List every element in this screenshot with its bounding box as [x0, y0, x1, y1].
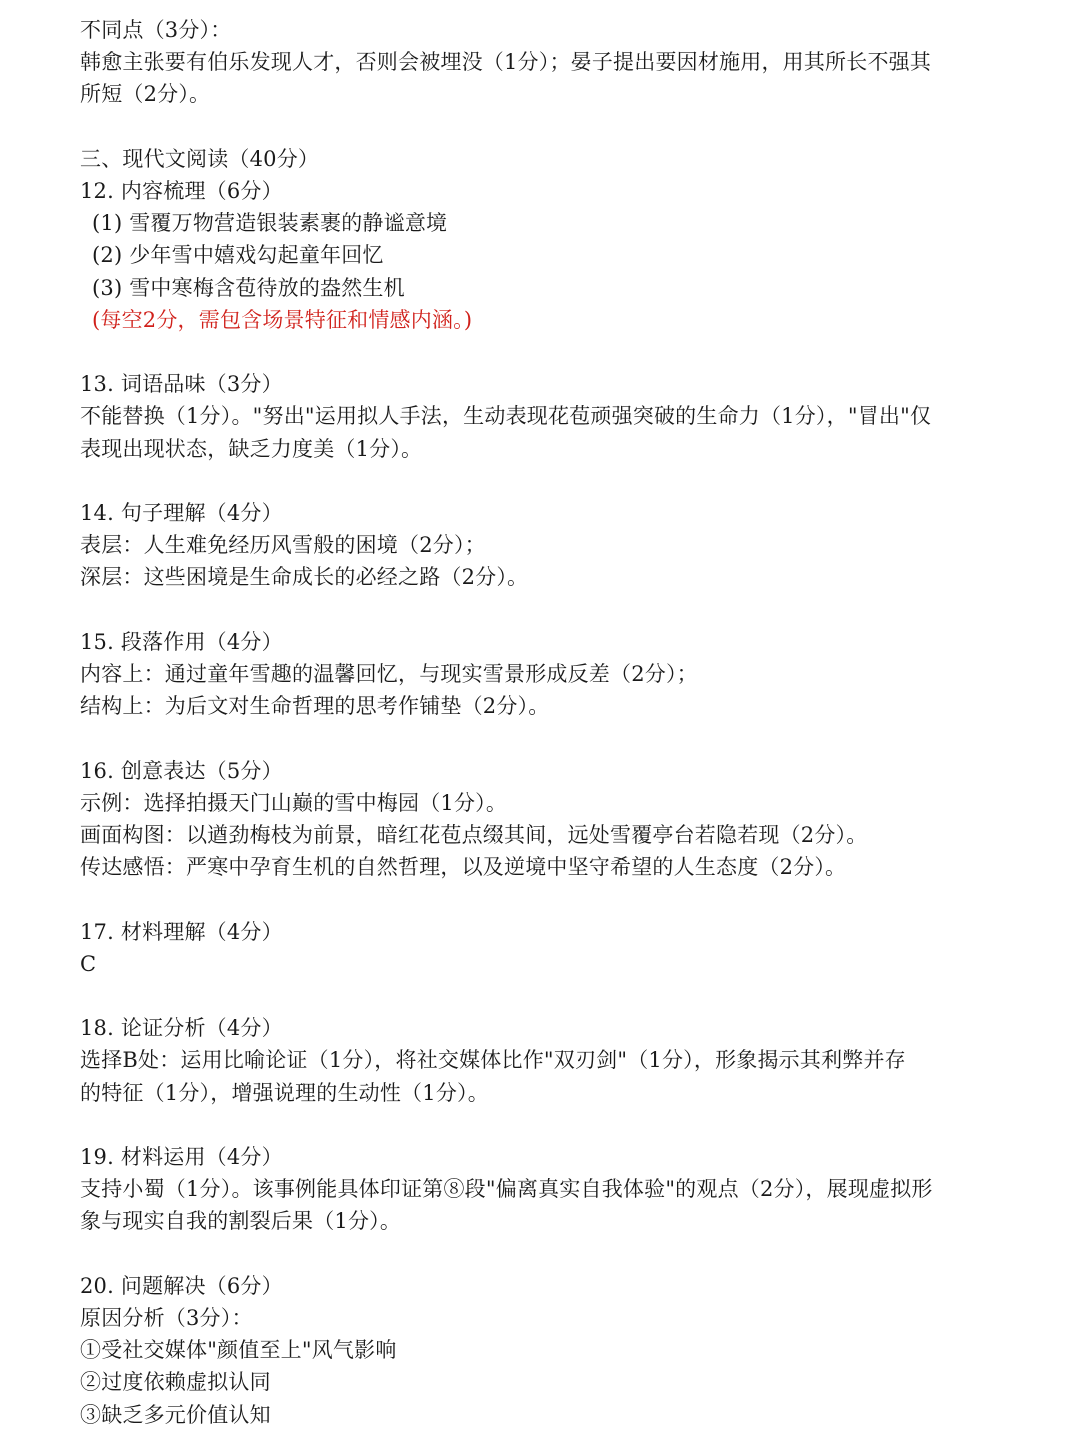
q16-answer-line2: 画面构图：以遒劲梅枝为前景，暗红花苞点缀其间，远处雪覆亭台若隐若现（2分）。: [80, 823, 868, 847]
q12-item-2: (2) 少年雪中嬉戏勾起童年回忆: [92, 243, 384, 268]
q16-answer-line3: 传达感悟：严寒中孕育生机的自然哲理，以及逆境中坚守希望的人生态度（2分）。: [80, 855, 847, 880]
q13-answer-line1: 不能替换（1分）。"努出"运用拟人手法，生动表现花苞顽强突破的生命力（1分），"冒出"仅: [80, 404, 932, 429]
q12-title: 12. 内容梳理（6分）: [80, 179, 283, 203]
q18-title: 18. 论证分析（4分）: [80, 1016, 283, 1041]
q15-answer-line1: 内容上：通过童年雪趣的温馨回忆，与现实雪景形成反差（2分）；: [80, 662, 698, 686]
q19-answer-line2: 象与现实自我的割裂后果（1分）。: [80, 1209, 402, 1234]
q20-item-2: ②过度依赖虚拟认同: [80, 1370, 271, 1395]
answer-document: [80, 14, 960, 1431]
q14-title: 14. 句子理解（4分）: [80, 501, 283, 525]
q14-answer-line2: 深层：这些困境是生命成长的必经之路（2分）。: [80, 565, 529, 590]
section3-title: 三、现代文阅读（40分）: [80, 146, 320, 171]
q15-title: 15. 段落作用（4分）: [80, 629, 283, 654]
spacer: [80, 465, 960, 497]
q18-answer-line2: 的特征（1分），增强说理的生动性（1分）。: [80, 1080, 489, 1105]
q11-diff-heading: 不同点（3分）：: [80, 18, 232, 42]
q19-title: 19. 材料运用（4分）: [80, 1144, 283, 1169]
q15-answer-line2: 结构上：为后文对生命哲理的思考作铺垫（2分）。: [80, 694, 550, 719]
q16-answer-line1: 示例：选择拍摄天门山巅的雪中梅园（1分）。: [80, 790, 508, 815]
q14-answer-line1: 表层：人生难免经历风雪般的困境（2分）；: [80, 533, 486, 558]
spacer: [80, 1109, 960, 1141]
q11-diff-text-line2: 所短（2分）。: [80, 82, 211, 107]
spacer: [80, 111, 960, 143]
q16-title: 16. 创意表达（5分）: [80, 758, 283, 783]
q17-answer: C: [80, 951, 97, 976]
q20-title: 20. 问题解决（6分）: [80, 1273, 283, 1298]
q19-answer-line1: 支持小蜀（1分）。该事例能具体印证第⑧段"偏离真实自我体验"的观点（2分），展现虚拟形: [80, 1177, 933, 1202]
q20-subheading: 原因分析（3分）：: [80, 1305, 253, 1330]
q12-scoring-note: (每空2分，需包含场景特征和情感内涵。): [92, 307, 473, 332]
q13-title: 13. 词语品味（3分）: [80, 372, 283, 397]
q12-item-1: (1) 雪覆万物营造银装素裹的静谧意境: [92, 211, 448, 236]
q13-answer-line2: 表现出现状态，缺乏力度美（1分）。: [80, 436, 423, 461]
q11-diff-text-line1: 韩愈主张要有伯乐发现人才，否则会被埋没（1分）；晏子提出要因材施用，用其所长不强其: [80, 50, 932, 75]
spacer: [80, 980, 960, 1012]
spacer: [80, 722, 960, 754]
spacer: [80, 594, 960, 626]
q12-item-3: (3) 雪中寒梅含苞待放的盎然生机: [92, 275, 405, 300]
q17-title: 17. 材料理解（4分）: [80, 919, 283, 944]
spacer: [80, 1238, 960, 1270]
q18-answer-line1: 选择B处：运用比喻论证（1分），将社交媒体比作"双刃剑"（1分），形象揭示其利弊并存: [80, 1048, 906, 1073]
q20-item-3: ③缺乏多元价值认知: [80, 1402, 271, 1427]
spacer: [80, 336, 960, 368]
spacer: [80, 883, 960, 915]
q20-item-1: ①受社交媒体"颜值至上"风气影响: [80, 1338, 397, 1363]
